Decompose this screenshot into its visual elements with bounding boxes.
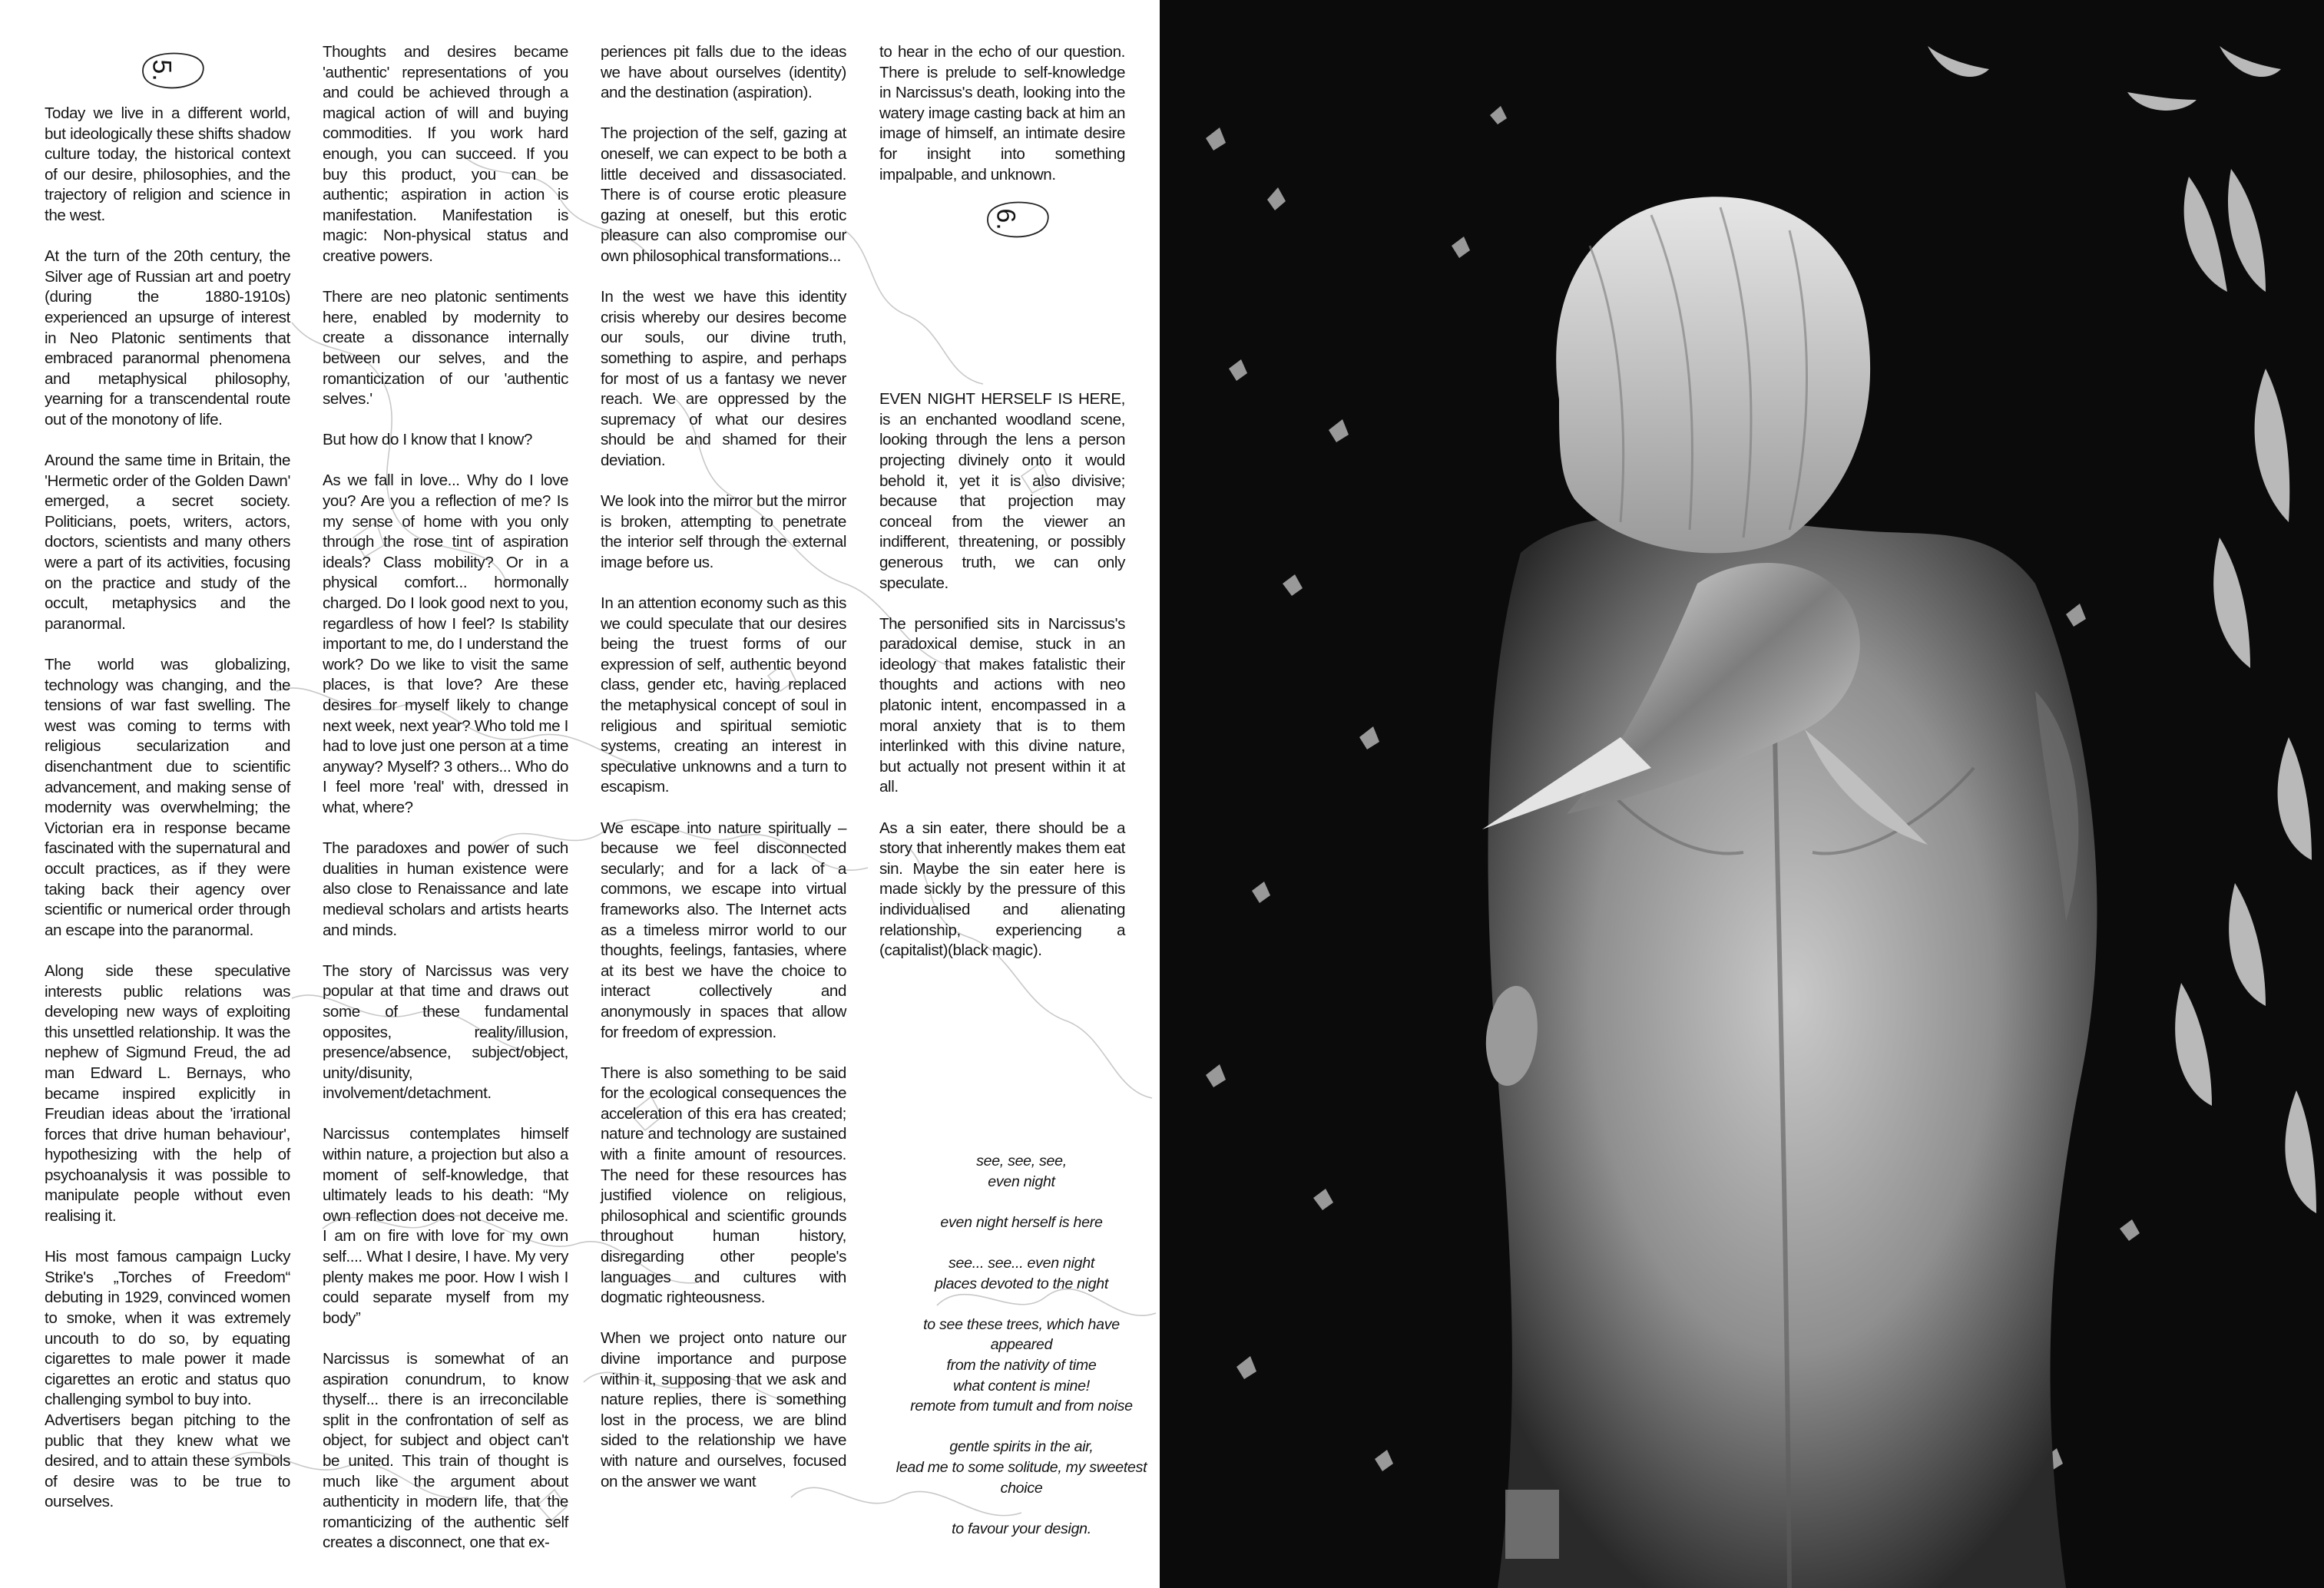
paragraph: Narcissus is somewhat of an aspiration conundrum, to know thyself... there is an irreconcilable split in the confrontation of self as object, for subject and object can't be united. This train of thought is much like the argument about authenticity in modern life, that the romanticizing of the authentic self creates a disconnect, one that ex- <box>323 1350 568 1552</box>
text-column-1 <box>45 104 290 1533</box>
photograph <box>1160 0 2324 1588</box>
paragraph: In an attention economy such as this we could speculate that our desires being the truest forms of our expression of self, authentic beyond class, gender etc, having replaced the metaphysical concept of soul in religious and spiritual semiotic systems, creating an interest in speculative unknowns and a turn to escapism. <box>601 594 846 796</box>
text-column-2 <box>323 42 568 1574</box>
poem <box>883 1151 1160 1560</box>
head-hair <box>1556 197 1870 553</box>
paragraph: As we fall in love... Why do I love you? Are you a reflection of me? Is my sense of home with you only through the rose tint of aspiration ideals? Class mobility? Or in a physical comfort... hormonally charged. Do I look good next to you, regardless of how I feel? Is stability important to me, do I understand the work? Do we like to visit the same places, is that love? Are these desires for myself likely to change next week, next year? Who told me I had to love just one person at a time anyway? Myself? 3 others... Who do I feel more 'real' with, dressed in what, where? <box>323 471 568 816</box>
paragraph: As a sin eater, there should be a story that inherently makes them eat sin. Maybe the sin eater here is made sickly by the pressure of this individualised and alienating relationship, experiencing a (capitalist)(black magic). <box>879 819 1125 960</box>
paragraph: But how do I know that I know? <box>323 431 533 449</box>
paragraph: The personified sits in Narcissus's paradoxical demise, stuck in an ideology that makes fatalistic their thoughts and actions with neo platonic intent, encompassed in a moral anxiety that is to them interlinked with this divine nature, but actually not present within it at all. <box>879 614 1125 796</box>
poem-stanza: to favour your design. <box>952 1520 1091 1537</box>
poem-stanza: even night herself is here <box>940 1213 1103 1231</box>
page-number-5: 5. <box>147 59 177 81</box>
photograph-page <box>1160 0 2324 1588</box>
paragraph: periences pit falls due to the ideas we have about ourselves (identity) and the destination (aspiration). <box>601 43 846 102</box>
paragraph: EVEN NIGHT HERSELF IS HERE, is an enchanted woodland scene, looking through the lens a person projecting divinely onto it would behold it, yet it is also divisive; because that projection may conceal from the viewer an indifferent, threatening, or possibly generous truth, we can only speculate. <box>879 390 1125 592</box>
paragraph: Advertisers began pitching to the public that they knew what we desired, and to attain these symbols of desire was to be true to ourselves. <box>45 1411 290 1511</box>
paragraph: The story of Narcissus was very popular at that time and draws out some of these fundamental opposites, reality/illusion, presence/absence, subject/object, unity/disunity, involvement/detachment. <box>323 961 568 1103</box>
paragraph: At the turn of the 20th century, the Silver age of Russian art and poetry (during the 1880-1910s) experienced an upsurge of interest in Neo Platonic sentiments that embraced paranormal phenomena and metaphysical philosophy, yearning for a transcendental route out of the monotony of life. <box>45 247 290 428</box>
poem-stanza: see... see... even night places devoted to the night <box>934 1254 1109 1292</box>
paragraph: The projection of the self, gazing at oneself, we can expect to be both a little deceived and dissasociated. There is of course erotic pleasure gazing at oneself, but this erotic pleasure can also compromise our own philosophical transformations... <box>601 124 846 265</box>
paragraph: When we project onto nature our divine importance and purpose within it, supposing that we ask and nature replies, there is something lost in the process, we are blind sided to the relationship we have with nature and ourselves, focused on the answer we want <box>601 1329 846 1490</box>
paragraph: The world was globalizing, technology was changing, and the tensions of war fast swelling. The west was coming to terms with religious secularization and disenchantment due to scientific advancement, and making sense of modernity was overwhelming; the Victorian era in response became fascinated with the supernatural and occult practices, as if they were taking back their agency over scientific or numerical order through an escape into the paranormal. <box>45 656 290 939</box>
paragraph: Today we live in a different world, but ideologically these shifts shadow culture today, the historical context of our desire, philosophies, and the trajectory of religion and science in the west. <box>45 104 290 224</box>
text-column-3 <box>601 42 846 1513</box>
page-number-6: 6. <box>991 208 1021 230</box>
paragraph: Around the same time in Britain, the 'Hermetic order of the Golden Dawn' emerged, a secret society. Politicians, poets, writers, actors, doctors, scientists and many others were a part of its activities, focusing on the practice and study of the occult, metaphysics and the paranormal. <box>45 452 290 633</box>
paragraph: The paradoxes and power of such dualities in human existence were also close to Renaissance and late medieval scholars and artists hearts and minds. <box>323 839 568 939</box>
section-6-body <box>879 389 1125 961</box>
poem-stanza: gentle spirits in the air, lead me to some solitude, my sweetest choice <box>896 1438 1147 1497</box>
paragraph: We look into the mirror but the mirror is broken, attempting to penetrate the interior self through the external image before us. <box>601 492 846 571</box>
paragraph: Thoughts and desires became 'authentic' representations of you and could be achieved through a magical action of will and buying commodities. If you work hard enough, you can succeed. If you buy this product, you can be authentic; aspiration in action is manifestation. Manifestation is magic: Non-physical status and creative powers. <box>323 43 568 265</box>
paragraph: Narcissus contemplates himself within nature, a projection but also a moment of self-knowledge, that ultimately leads to his death: “My own reflection does not deceive me. I am on fire with love for my own self.... What I desire, I have. My very plenty makes me poor. How I wish I could separate myself from my body” <box>323 1125 568 1327</box>
poem-stanza: see, see, see, even night <box>976 1153 1067 1190</box>
paragraph: There is also something to be said for the ecological consequences the acceleration of this era has created; nature and technology are sustained with a finite amount of resources. The need for these resources has justified violence on religious, philosophical and scientific grounds throughout human history, disregarding other people's languages and cultures with dogmatic righteousness. <box>601 1064 846 1307</box>
paragraph: to hear in the echo of our question. There is prelude to self-knowledge in Narcissus's death, looking into the watery image casting back at him an image of himself, an intimate desire for insight into something impalpable, and unknown. <box>879 43 1125 184</box>
text-page <box>0 0 1160 1588</box>
paragraph: His most famous campaign Lucky Strike's „Torches of Freedom“ debuting in 1929, convinced women to smoke, when it was extremely uncouth to do so, by equating cigarettes to male power it made cigarettes an erotic and status quo challenging symbol to buy into. <box>45 1248 290 1409</box>
paragraph: Along side these speculative interests public relations was developing new ways of exploiting this unsettled relationship. It was the nephew of Sigmund Freud, the ad man Edward L. Bernays, who became inspired explicitly in Freudian ideas about the 'irrational forces that drive human behaviour', hypothesizing with the help of psychoanalysis it was possible to manipulate people without even realising it. <box>45 961 290 1226</box>
paragraph: In the west we have this identity crisis whereby our desires become our souls, our divine truth, something to aspire, and perhaps for most of us a fantasy we never reach. We are oppressed by the supremacy of what our desires should be and shamed for their deviation. <box>601 288 846 469</box>
foil-object <box>1505 1490 1559 1559</box>
poem-stanza: to see these trees, which have appeared from the nativity of time what content is mine! remote from tumult and from noise <box>910 1315 1133 1415</box>
paragraph: There are neo platonic sentiments here, enabled by modernity to create a dissonance internally between our selves, and the romanticization of our 'authentic selves.' <box>323 288 568 409</box>
text-column-4 <box>879 42 1125 981</box>
paragraph: We escape into nature spiritually – because we feel disconnected secularly; and for a lack of a commons, we escape into virtual frameworks also. The Internet acts as a timeless mirror world to our thoughts, feelings, fantasies, where at its best we have the choice to interact collectively and anonymously in spaces that allow for freedom of expression. <box>601 819 846 1041</box>
